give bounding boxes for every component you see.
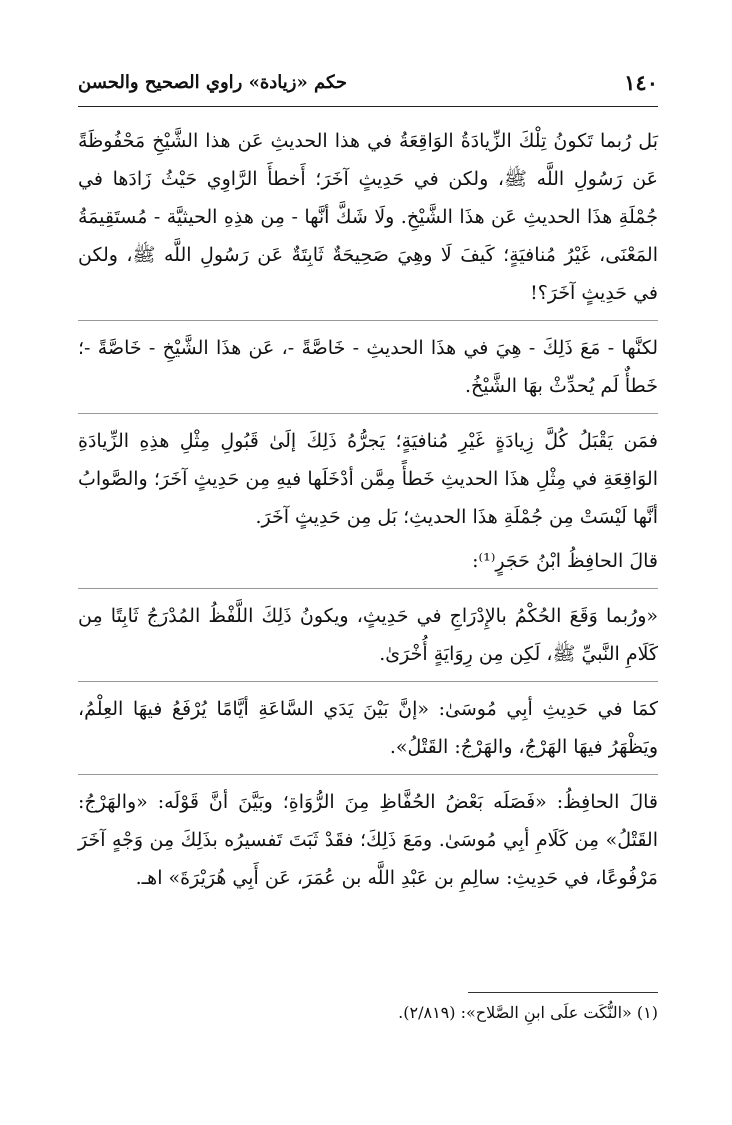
paragraph-2: لكنَّها - مَعَ ذَلِكَ - هِيَ في هذَا الحديثِ - خَاصَّةً -، عَن هذَا الشَّيْخِ - خَاصَّةً -؛ خَطأٌ لَم يُحدِّثْ بهَا الشَّيْخُ.	[78, 337, 658, 397]
page-number: ١٤٠	[624, 69, 658, 95]
paragraph-6: كمَا في حَدِيثِ أبِي مُوسَىٰ: «إنَّ بَيْنَ يَدَي السَّاعَةِ أيَّامًا يُرْفَعُ فيهَا العِلْمُ، ويَظْهَرُ فيهَا الهَرْجُ، والهَرْجُ: القَتْلُ».	[78, 698, 658, 758]
footnote: (١) «النُّكَت علَى ابنِ الصَّلاح»: (٢/٨١٩).	[398, 1003, 658, 1022]
paragraph-1: بَل رُبما تَكونُ تِلْكَ الزِّيادَةُ الوَاقِعَةُ في هذا الحديثِ عَن هذا الشَّيْخِ مَحْفُوظَةً عَن رَسُولِ اللَّه ﷺ، ولكن في حَدِيثٍ آخَرَ؛ أَخطأَ الرَّاوِي حَيْثُ زَادَها في جُمْلَةِ هذَا الحديثِ عَن هذَا الشَّيْخِ. ولَا شَكَّ أنَّها - مِن هذِهِ الحيثيَّة - مُستَقِيمَةُ المَعْنَى، غَيْرُ مُنافيَةٍ؛ كَيفَ لَا وهِيَ صَحِيحَةٌ ثَابِتَةٌ عَن رَسُولِ اللَّه ﷺ، ولكن في حَدِيثٍ آخَرَ؟!	[78, 130, 658, 304]
paragraph-5: «ورُبما وَقَعَ الحُكْمُ بالإِدْرَاجِ في حَدِيثٍ، ويكونُ ذَلِكَ اللَّفْظُ المُدْرَجُ ثَابِتًا مِن كَلَامِ النَّبيِّ ﷺ، لَكِن مِن رِوَايَةٍ أُخْرَىٰ.	[78, 605, 658, 665]
paragraph-divider	[78, 320, 658, 321]
paragraph-divider	[78, 413, 658, 414]
paragraph-3: فمَن يَقْبَلُ كُلَّ زِيادَةٍ غَيْرِ مُنافيَةٍ؛ يَجرُّهُ ذَلِكَ إلَىٰ قَبُولِ مِثْلِ هذِهِ الزِّيادَةِ الوَاقِعَةِ في مِثْلِ هذَا الحديثِ خَطأً مِمَّن أدْخَلَها فيهِ مِن حَدِيثٍ آخَرَ؛ والصَّوابُ أنَّها لَيْسَتْ مِن جُمْلَةِ هذَا الحديثِ؛ بَل مِن حَدِيثٍ آخَرَ.	[78, 430, 658, 528]
paragraph-4: قالَ الحافِظُ ابْنُ حَجَرٍ⁽¹⁾:	[472, 550, 658, 572]
main-text	[78, 122, 658, 897]
paragraph-divider	[78, 774, 658, 775]
running-title: حكم «زيادة» راوي الصحيح والحسن	[78, 71, 348, 93]
paragraph-divider	[78, 681, 658, 682]
paragraph-7: قالَ الحافِظُ: «فَصَلَه بَعْضُ الحُفَّاظِ مِنَ الرُّوَاةِ؛ وبَيَّنَ أنَّ قَوْلَه: «والهَرْجُ: القَتْلُ» مِن كَلَامِ أبِي مُوسَىٰ. ومَعَ ذَلِكَ؛ فقَدْ ثَبَتَ تَفسيرُه بذَلِكَ مِن وَجْهٍ آخَرَ مَرْفُوعًا، في حَدِيثِ: سالِمِ بن عَبْدِ اللَّه بن عُمَرَ، عَن أَبِي هُرَيْرَةَ» اهـ.	[78, 791, 658, 889]
page-header	[78, 64, 658, 100]
header-rule	[78, 106, 658, 107]
footnote-rule	[468, 992, 658, 993]
paragraph-divider	[78, 588, 658, 589]
